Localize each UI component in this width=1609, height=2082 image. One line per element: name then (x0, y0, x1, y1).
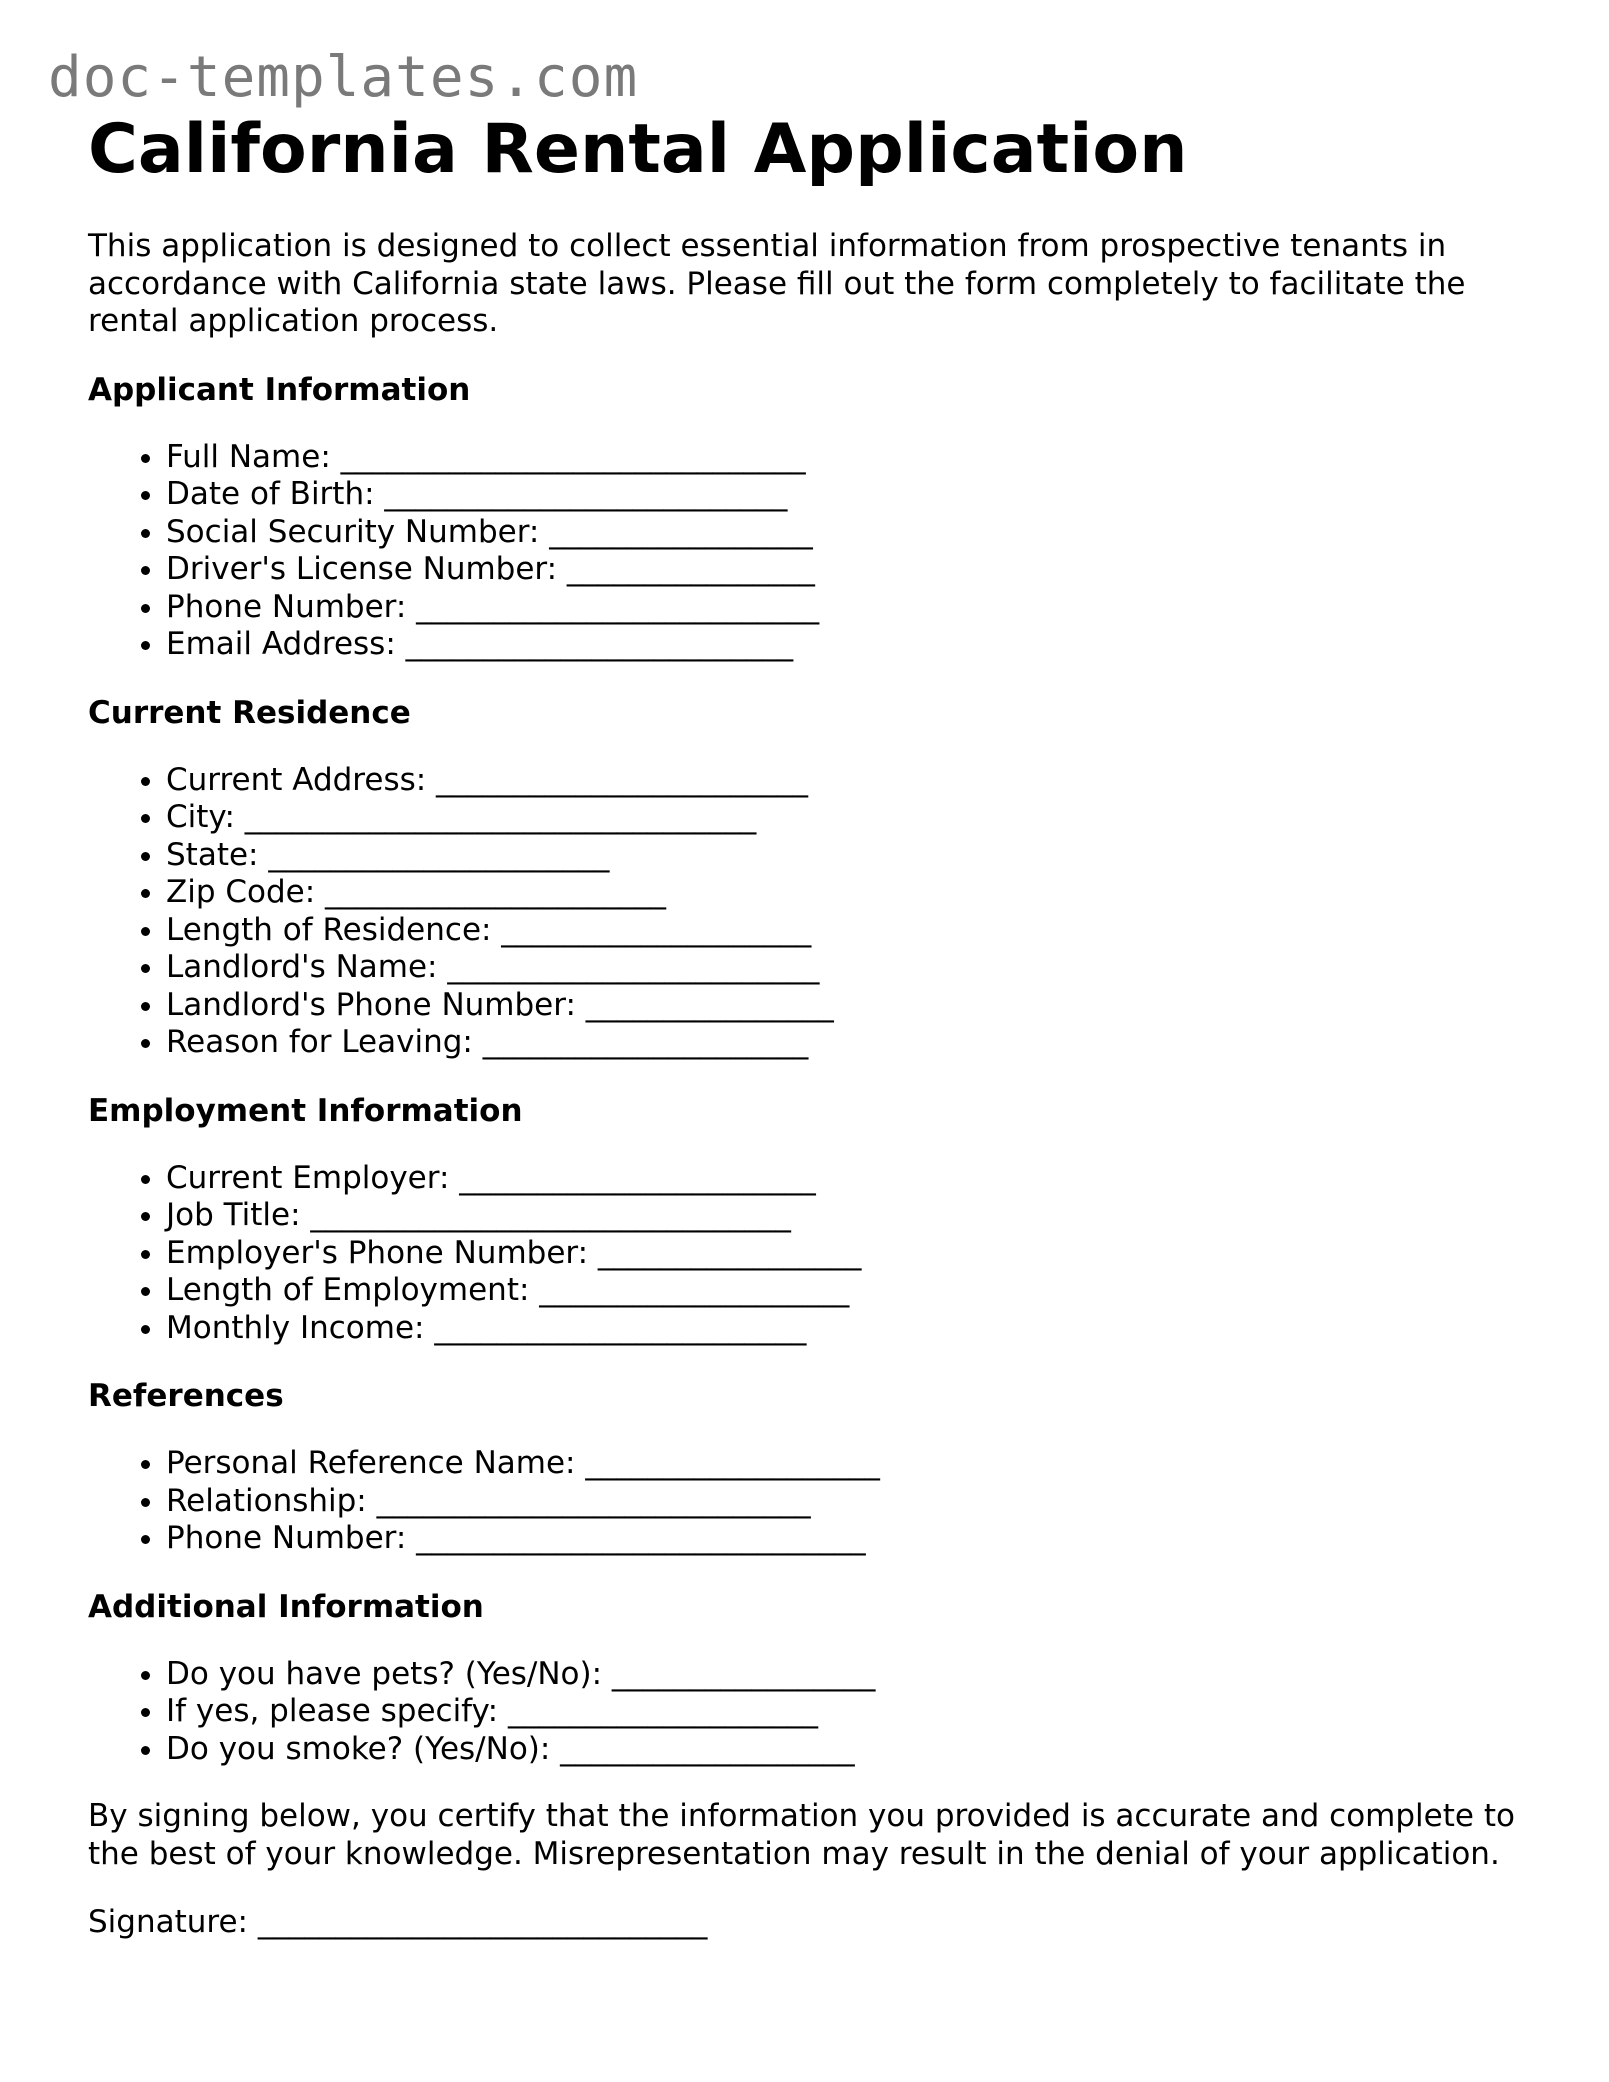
rental-application-document (88, 112, 1528, 1941)
signature-line: Signature: _____________________________ (88, 1904, 708, 1940)
field-current-employer: • Current Employer: _______________________ (166, 1160, 1528, 1198)
field-ssn: • Social Security Number: _________________ (166, 514, 1528, 552)
field-landlord-name: • Landlord's Name: ________________________ (166, 949, 1528, 987)
section-heading: Employment Information (88, 1092, 523, 1129)
field-reference-name: • Personal Reference Name: ___________________ (166, 1445, 1528, 1483)
section-additional-information (88, 1588, 1528, 1769)
field-list (88, 1656, 1528, 1769)
field-smoke: • Do you smoke? (Yes/No): ___________________ (166, 1731, 1528, 1769)
field-list (88, 1160, 1528, 1348)
certification-paragraph: By signing below, you certify that the information you provided is accurate and complete to the best of your knowledge. Misrepresentation may result in the denial of your application. (88, 1798, 1515, 1872)
field-landlord-phone: • Landlord's Phone Number: ________________ (166, 987, 1528, 1025)
site-watermark: doc-templates.com (48, 45, 639, 110)
section-heading: References (88, 1378, 284, 1414)
field-city: • City: _________________________________ (166, 799, 1528, 837)
section-current-residence (88, 694, 1528, 1062)
field-current-address: • Current Address: ________________________ (166, 762, 1528, 800)
field-date-of-birth: • Date of Birth: __________________________ (166, 476, 1528, 514)
intro-paragraph: This application is designed to collect essential information from prospective tenants in accordance with California state laws. Please fill out the form completely to facilitate the rental application process. (88, 228, 1466, 339)
field-reason-for-leaving: • Reason for Leaving: _____________________ (166, 1024, 1528, 1062)
field-reference-phone: • Phone Number: _____________________________ (166, 1520, 1528, 1558)
field-state: • State: ______________________ (166, 837, 1528, 875)
field-list (88, 762, 1528, 1062)
field-list (88, 1445, 1528, 1558)
field-phone-number: • Phone Number: __________________________ (166, 589, 1528, 627)
field-pets: • Do you have pets? (Yes/No): _________________ (166, 1656, 1528, 1694)
section-heading: Applicant Information (88, 371, 471, 408)
field-list (88, 439, 1528, 664)
field-full-name: • Full Name: ______________________________ (166, 439, 1528, 477)
page-title: California Rental Application (88, 110, 1188, 189)
field-monthly-income: • Monthly Income: ________________________ (166, 1310, 1528, 1348)
field-length-of-residence: • Length of Residence: ____________________ (166, 912, 1528, 950)
field-email-address: • Email Address: _________________________ (166, 626, 1528, 664)
field-job-title: • Job Title: _______________________________ (166, 1197, 1528, 1235)
field-employer-phone: • Employer's Phone Number: _________________ (166, 1235, 1528, 1273)
section-employment-information (88, 1092, 1528, 1348)
field-relationship: • Relationship: ____________________________ (166, 1483, 1528, 1521)
section-references (88, 1377, 1528, 1558)
field-length-of-employment: • Length of Employment: ____________________ (166, 1272, 1528, 1310)
section-heading: Additional Information (88, 1588, 484, 1625)
section-heading: Current Residence (88, 694, 411, 731)
field-zip-code: • Zip Code: ______________________ (166, 874, 1528, 912)
field-drivers-license: • Driver's License Number: ________________ (166, 551, 1528, 589)
section-applicant-information (88, 371, 1528, 664)
field-pets-specify: • If yes, please specify: ____________________ (166, 1693, 1528, 1731)
